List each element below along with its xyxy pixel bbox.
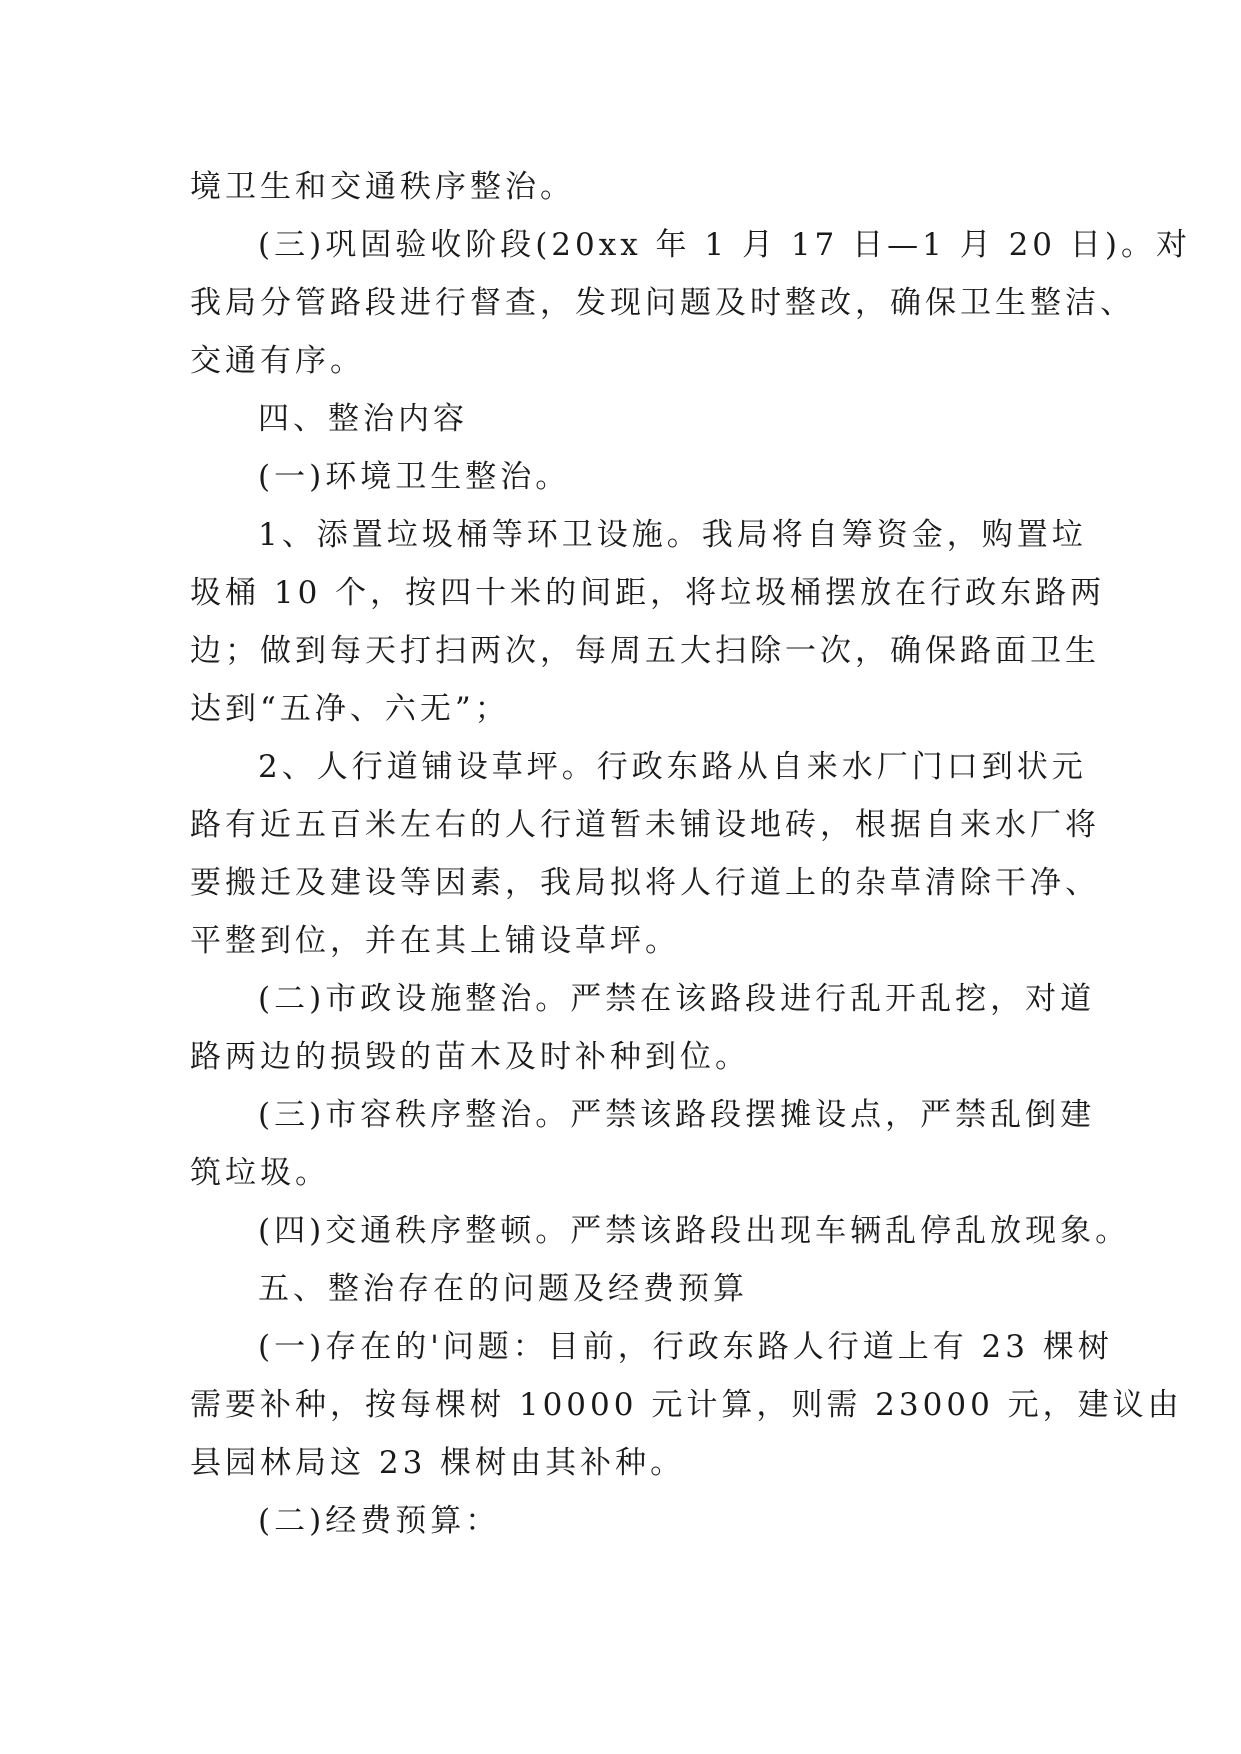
- document-line: 平整到位，并在其上铺设草坪。: [190, 923, 680, 959]
- document-line: (二)经费预算：: [258, 1503, 501, 1539]
- document-line: (三)巩固验收阶段(20xx 年 1 月 17 日—1 月 20 日)。对: [258, 227, 1191, 263]
- document-line: 我局分管路段进行督查，发现问题及时整改，确保卫生整洁、: [190, 285, 1135, 321]
- document-body: [190, 158, 1191, 1550]
- document-line: 边；做到每天打扫两次，每周五大扫除一次，确保路面卫生: [190, 633, 1100, 669]
- document-line: 1、添置垃圾桶等环卫设施。我局将自筹资金，购置垃: [258, 517, 1087, 553]
- document-line: 县园林局这 23 棵树由其补种。: [190, 1445, 686, 1481]
- document-line: 交通有序。: [190, 343, 365, 379]
- document-line: 2、人行道铺设草坪。行政东路从自来水厂门口到状元: [258, 749, 1087, 785]
- document-line: 五、整治存在的问题及经费预算: [258, 1271, 748, 1307]
- document-line: 筑垃圾。: [190, 1155, 330, 1191]
- document-line: (三)市容秩序整治。严禁该路段摆摊设点，严禁乱倒建: [258, 1097, 1096, 1133]
- document-line: (一)存在的'问题：目前，行政东路人行道上有 23 棵树: [258, 1329, 1113, 1365]
- document-line: 路两边的损毁的苗木及时补种到位。: [190, 1039, 750, 1075]
- document-line: 达到“五净、六无”；: [190, 691, 510, 727]
- document-line: 四、整治内容: [258, 401, 468, 437]
- document-line: 要搬迁及建设等因素，我局拟将人行道上的杂草清除干净、: [190, 865, 1100, 901]
- document-line: 需要补种，按每棵树 10000 元计算，则需 23000 元，建议由: [190, 1387, 1183, 1423]
- document-line: (一)环境卫生整治。: [258, 459, 571, 495]
- document-line: 圾桶 10 个，按四十米的间距，将垃圾桶摆放在行政东路两: [190, 575, 1106, 611]
- document-line: 境卫生和交通秩序整治。: [190, 169, 575, 205]
- document-line: 路有近五百米左右的人行道暂未铺设地砖，根据自来水厂将: [190, 807, 1100, 843]
- document-line: (二)市政设施整治。严禁在该路段进行乱开乱挖，对道: [258, 981, 1096, 1017]
- document-line: (四)交通秩序整顿。严禁该路段出现车辆乱停乱放现象。: [258, 1213, 1131, 1249]
